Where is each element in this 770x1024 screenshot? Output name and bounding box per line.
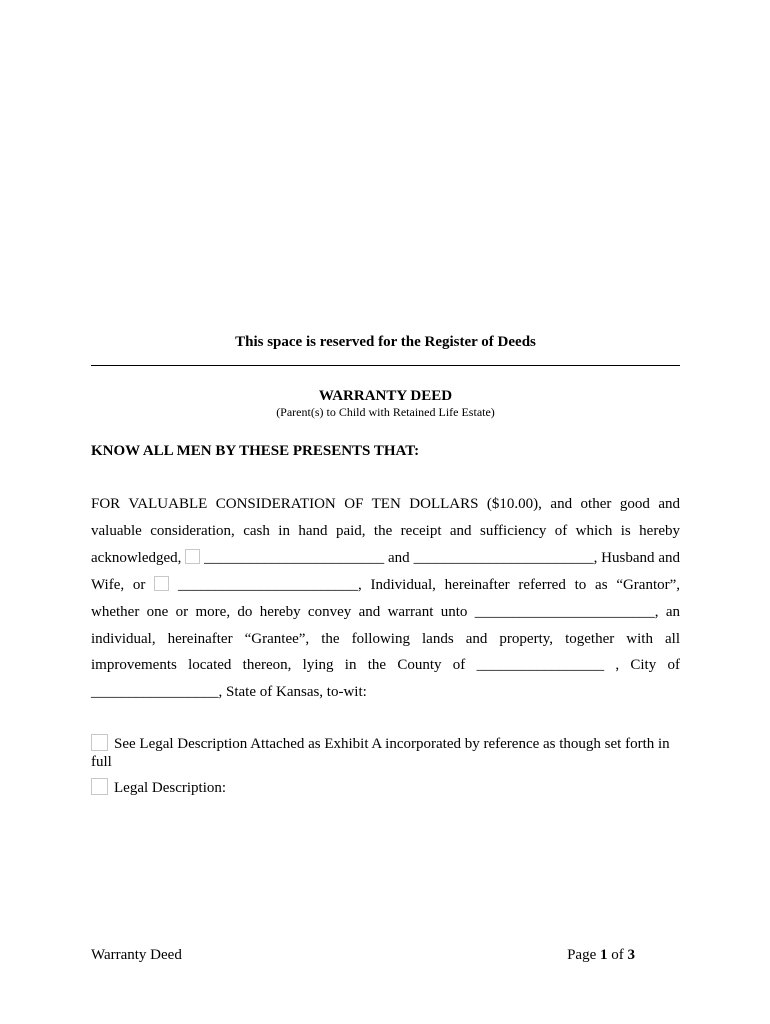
grantor-husband-name-field[interactable]: ________________________ [204, 549, 385, 566]
city-field[interactable]: _________________ [91, 684, 219, 701]
exhibit-checkbox[interactable] [91, 734, 108, 751]
exhibit-option-label: See Legal Description Attached as Exhibit A incorporated by reference as though set forth in full [91, 736, 670, 770]
legal-description-label: Legal Description: [114, 780, 227, 796]
page-label: Page [567, 947, 597, 963]
grantor-wife-name-field[interactable]: ________________________ [413, 549, 594, 566]
grantor-couple-checkbox[interactable] [185, 549, 200, 564]
state-text: , State of Kansas, to-wit: [218, 684, 367, 701]
consideration-text: FOR VALUABLE CONSIDERATION OF TEN DOLLARS ($10.00), and other good and valuable consideration, cash in hand paid, the receipt and sufficiency of which is hereby acknowledged, [91, 496, 680, 566]
document-page [91, 0, 680, 1024]
page-current: 1 [600, 947, 608, 963]
county-field[interactable]: _________________ [476, 657, 605, 674]
exhibit-option [91, 734, 680, 771]
footer-doc-name: Warranty Deed [91, 947, 182, 963]
deed-body-paragraph [91, 491, 680, 706]
city-of-text: , City of [615, 657, 680, 674]
document-title: WARRANTY DEED [318, 388, 453, 404]
grantor-individual-name-field[interactable]: ________________________ [177, 576, 358, 593]
grantee-text: , an individual, hereinafter “Grantee”, the following lands and property, together with all improvements located thereon, lying in the County of [91, 603, 680, 674]
page-total: 3 [627, 947, 635, 963]
grantee-name-field[interactable]: ________________________ [474, 603, 655, 620]
legal-description-checkbox[interactable] [91, 778, 108, 795]
register-of-deeds-note: This space is reserved for the Register of Deeds [235, 334, 536, 350]
page-of: of [611, 947, 624, 963]
individual-grantor-text: , Individual, hereinafter referred to as “Grantor”, whether one or more, do hereby convey and warrant unto [91, 576, 681, 620]
know-all-heading: KNOW ALL MEN BY THESE PRESENTS THAT: [91, 443, 420, 459]
legal-description-option [91, 778, 680, 797]
grantor-individual-checkbox[interactable] [154, 576, 169, 591]
document-subtitle: (Parent(s) to Child with Retained Life Estate) [276, 405, 495, 419]
divider-line [91, 365, 680, 366]
page-number [567, 947, 635, 964]
and-text: and [388, 549, 410, 566]
husband-wife-text: , Husband and Wife, or [91, 549, 681, 593]
